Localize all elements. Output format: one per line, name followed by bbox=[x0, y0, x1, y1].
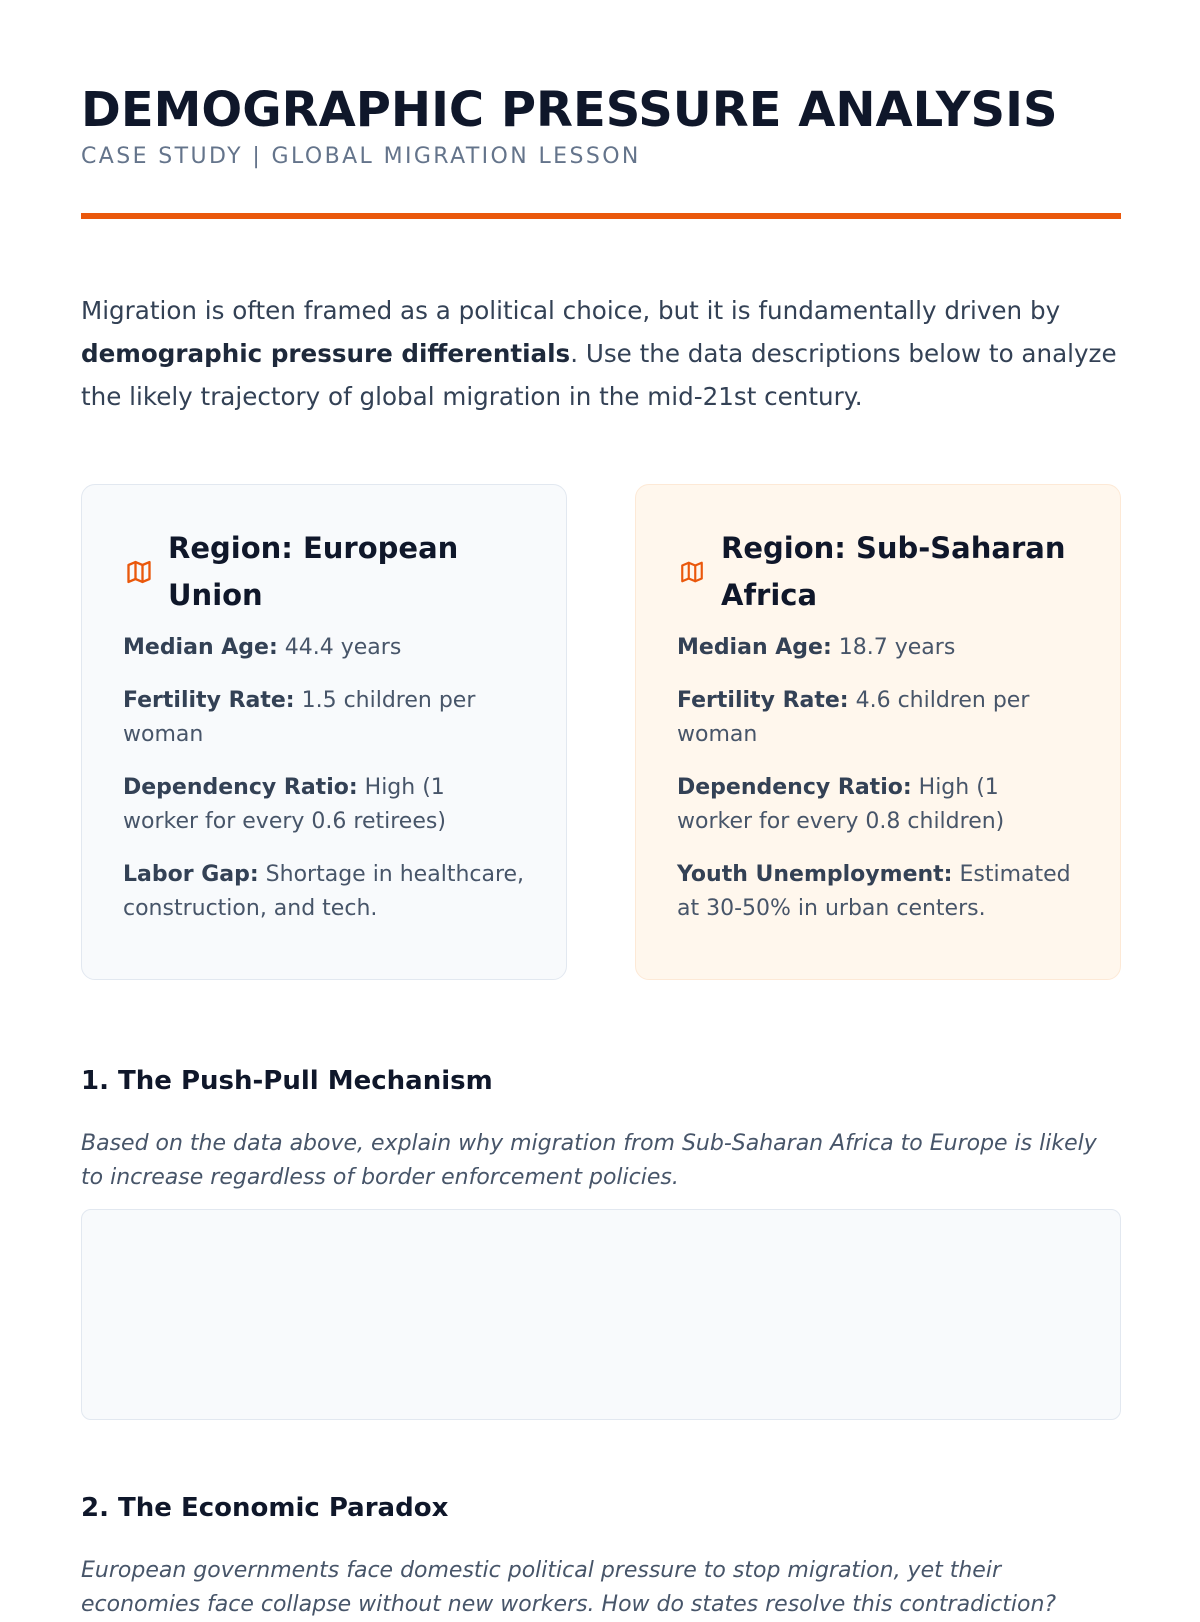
stat-value: High (1 worker for every 0.6 retirees) bbox=[123, 775, 446, 834]
stat-value: Estimated at 30-50% in urban centers. bbox=[677, 862, 1071, 921]
stat-median-age bbox=[677, 631, 1080, 665]
stat-label: Dependency Ratio: bbox=[123, 775, 358, 800]
region-card-eu bbox=[81, 484, 567, 980]
intro-text-end: . Use the data descriptions below to analyze the likely trajectory of global migration in the mid-21st century. bbox=[81, 339, 1117, 411]
stat-fertility-rate bbox=[123, 684, 526, 752]
stat-label: Dependency Ratio: bbox=[677, 775, 912, 800]
question-1-prompt: Based on the data above, explain why migration from Sub-Saharan Africa to Europe is likely to increase regardless of border enforcement policies. bbox=[81, 1131, 1097, 1190]
question-1-answer-box[interactable] bbox=[81, 1209, 1121, 1420]
question-1-title: 1. The Push-Pull Mechanism bbox=[81, 1066, 493, 1096]
stat-value: Shortage in healthcare, construction, and tech. bbox=[123, 862, 525, 921]
stat-value: 18.7 years bbox=[831, 635, 956, 660]
stat-value: 4.6 children per woman bbox=[677, 688, 1030, 747]
stat-median-age bbox=[123, 631, 526, 665]
region-card-header bbox=[123, 525, 526, 619]
stat-dependency-ratio bbox=[677, 771, 1080, 839]
stat-label: Median Age: bbox=[677, 635, 832, 660]
question-2-title: 2. The Economic Paradox bbox=[81, 1493, 449, 1523]
stat-youth-unemployment bbox=[677, 858, 1080, 926]
stat-label: Median Age: bbox=[123, 635, 278, 660]
stat-value: High (1 worker for every 0.8 children) bbox=[677, 775, 1005, 834]
stat-label: Fertility Rate: bbox=[123, 688, 295, 713]
stat-label: Labor Gap: bbox=[123, 862, 259, 887]
intro-paragraph bbox=[81, 289, 1121, 418]
question-2-prompt: European governments face domestic political pressure to stop migration, yet their economies face collapse without new workers. How do states resolve this contradiction? bbox=[81, 1558, 1057, 1617]
map-icon bbox=[677, 556, 707, 588]
stat-label: Fertility Rate: bbox=[677, 688, 849, 713]
stat-value: 1.5 children per woman bbox=[123, 688, 476, 747]
region-title: Region: European Union bbox=[168, 531, 459, 612]
accent-divider bbox=[81, 213, 1121, 219]
stat-label: Youth Unemployment: bbox=[677, 862, 953, 887]
intro-emphasis: demographic pressure differentials bbox=[81, 339, 571, 368]
map-icon bbox=[123, 556, 155, 588]
stat-labor-gap bbox=[123, 858, 526, 926]
stat-dependency-ratio bbox=[123, 771, 526, 839]
stat-fertility-rate bbox=[677, 684, 1080, 752]
page-title: DEMOGRAPHIC PRESSURE ANALYSIS bbox=[81, 82, 1058, 138]
region-card-header bbox=[677, 525, 1080, 619]
page-subtitle: CASE STUDY | GLOBAL MIGRATION LESSON bbox=[81, 144, 641, 169]
region-title: Region: Sub-Saharan Africa bbox=[721, 531, 1066, 612]
region-card-ssa bbox=[635, 484, 1121, 980]
intro-text-start: Migration is often framed as a political choice, but it is fundamentally driven by bbox=[81, 296, 1061, 325]
stat-value: 44.4 years bbox=[277, 635, 402, 660]
